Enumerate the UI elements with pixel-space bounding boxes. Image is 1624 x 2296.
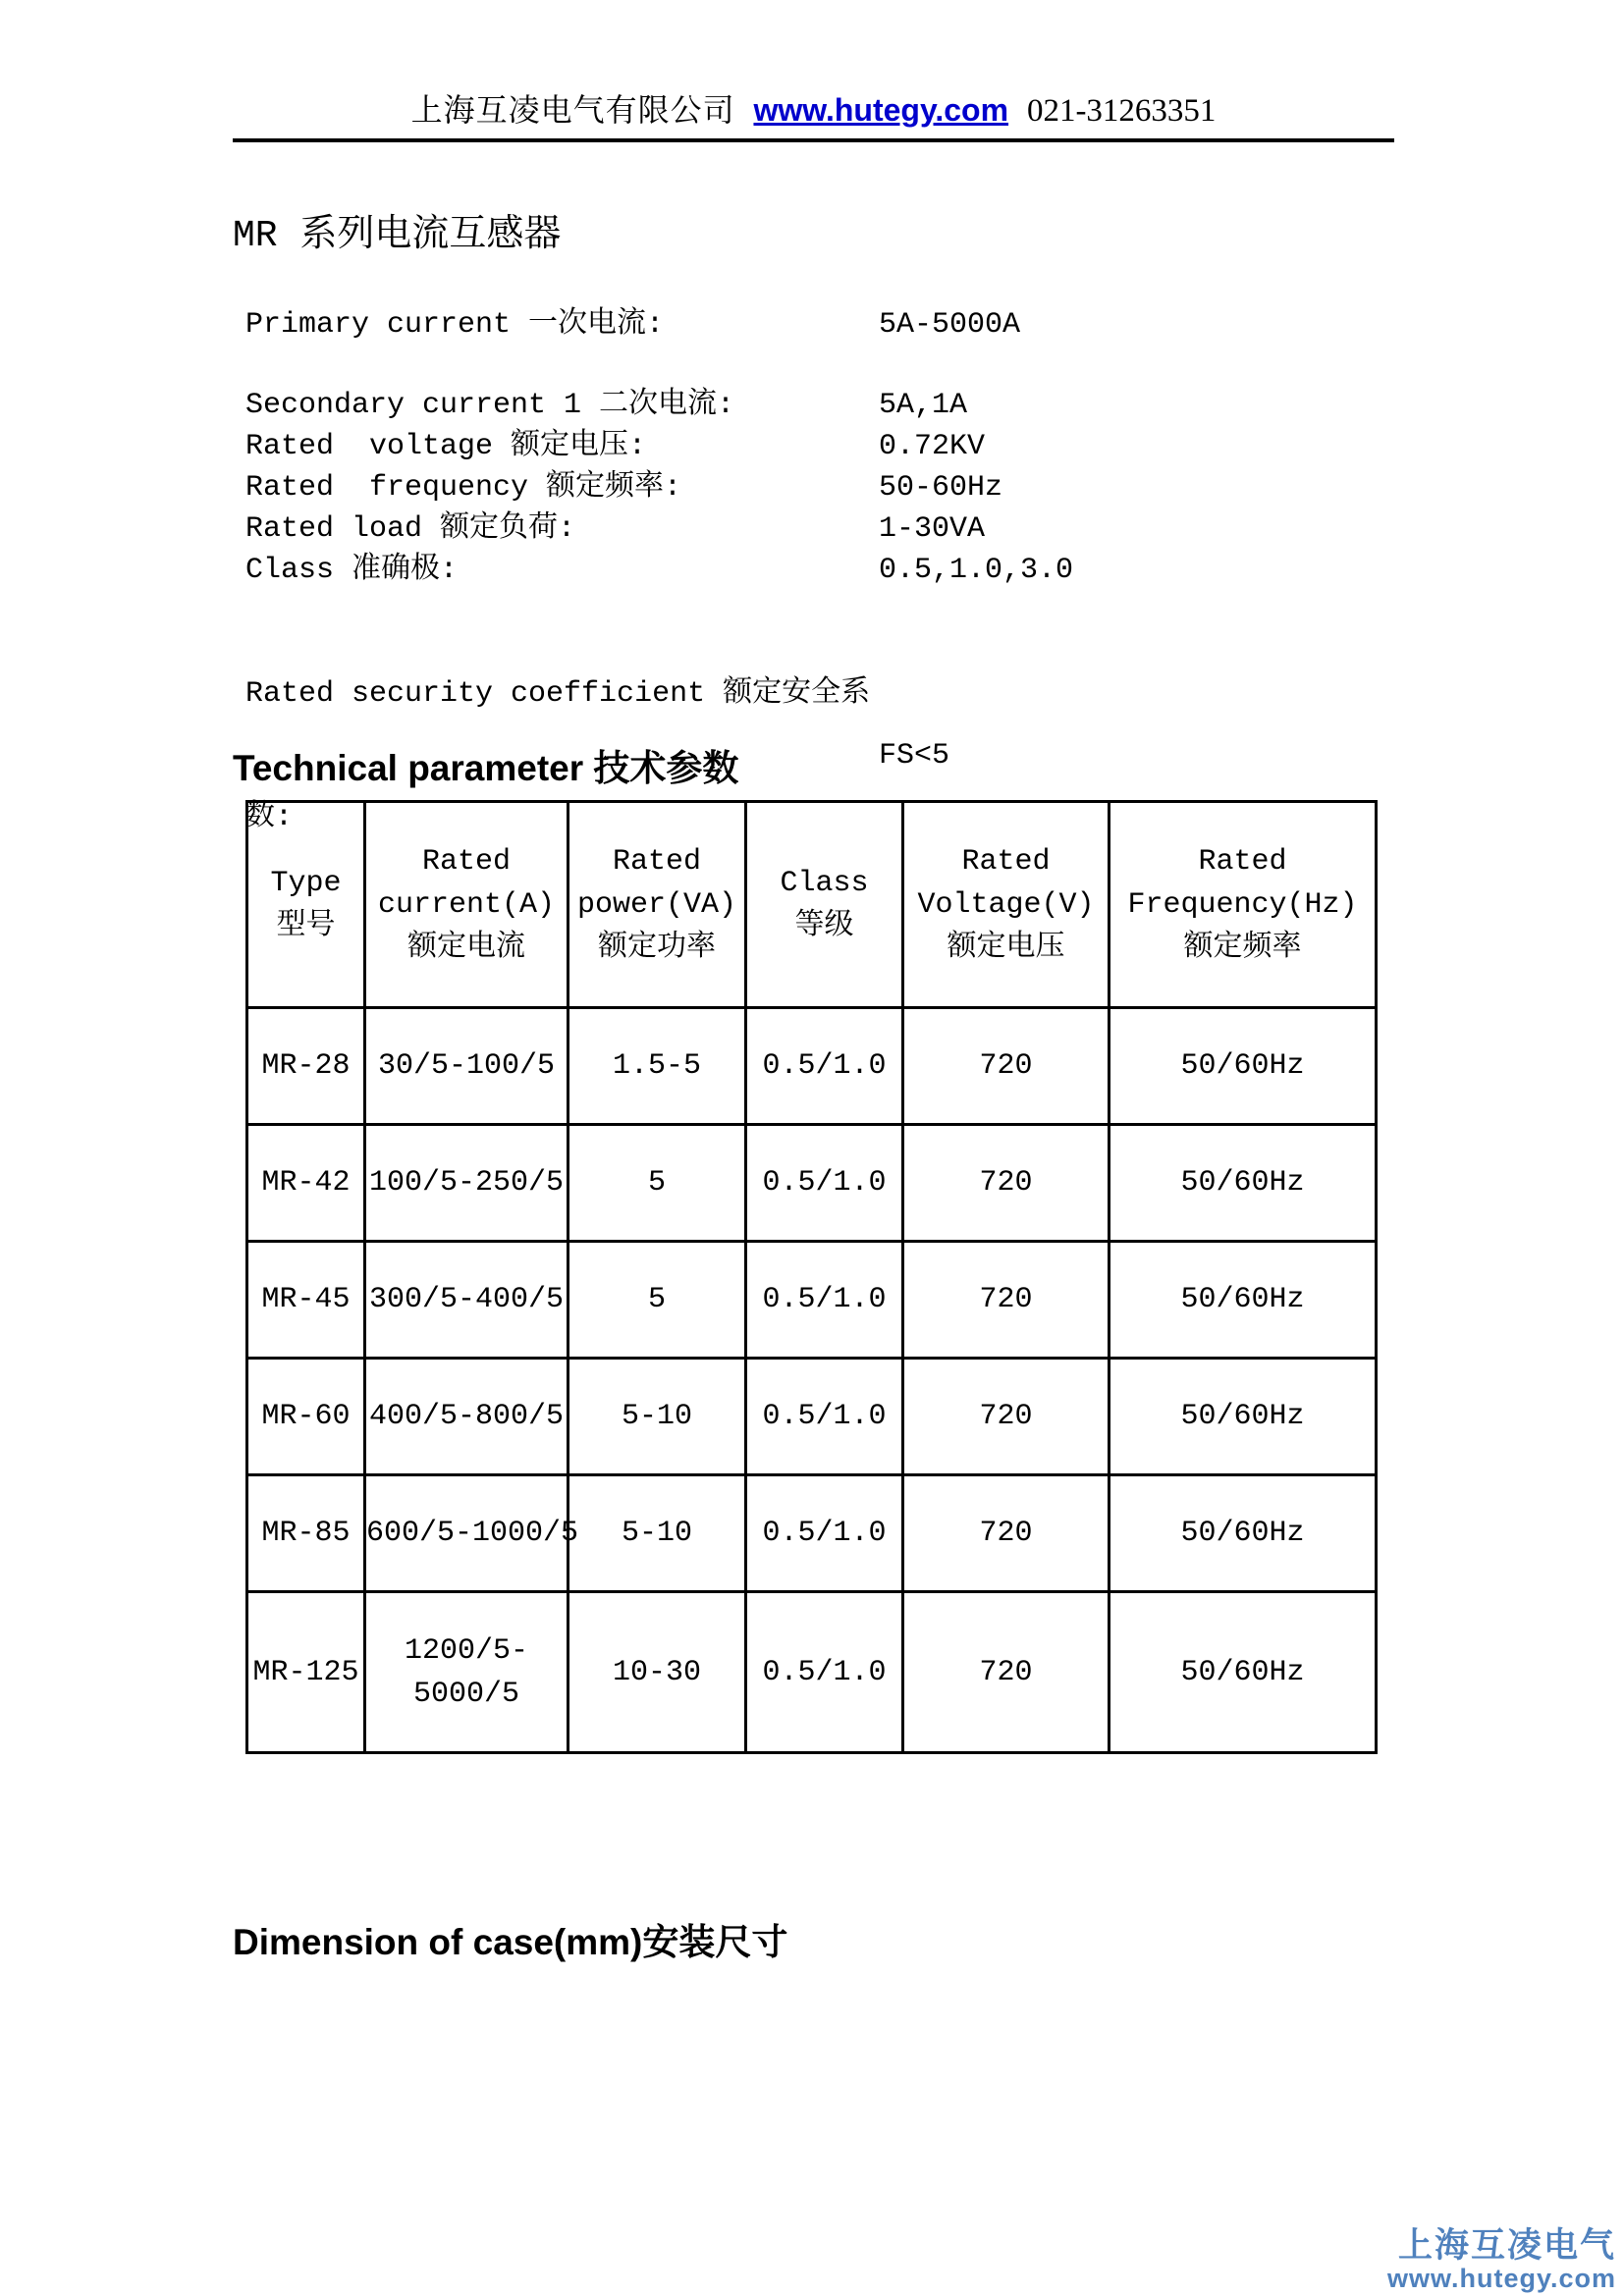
col-header-rated-voltage bbox=[903, 802, 1110, 1008]
spec-row-class bbox=[245, 550, 1384, 591]
col-header-line: Rated bbox=[421, 844, 511, 879]
cell-current: 300/5-400/5 bbox=[365, 1242, 568, 1359]
spec-value: FS<5 bbox=[879, 739, 950, 773]
spec-label-line2: 数: bbox=[245, 801, 294, 834]
col-header-rated-current bbox=[365, 802, 568, 1008]
logo-website-url: www.hutegy.com bbox=[1386, 2263, 1616, 2293]
table-row bbox=[247, 1592, 1377, 1753]
spec-value: 0.72KV bbox=[879, 430, 986, 463]
col-header-line: 等级 bbox=[794, 909, 854, 943]
spec-label: Primary current 一次电流: bbox=[245, 308, 665, 342]
col-header-line: Rated bbox=[961, 844, 1051, 879]
company-logo bbox=[1386, 2225, 1616, 2293]
cell-power: 5 bbox=[568, 1242, 746, 1359]
table-row bbox=[247, 1242, 1377, 1359]
technical-parameter-heading: Technical parameter 技术参数 bbox=[233, 748, 739, 788]
col-header-line: current(A) bbox=[377, 887, 556, 922]
cell-frequency: 50/60Hz bbox=[1110, 1359, 1377, 1475]
cell-frequency: 50/60Hz bbox=[1110, 1475, 1377, 1592]
cell-voltage: 720 bbox=[903, 1359, 1110, 1475]
col-header-line: Type bbox=[270, 866, 342, 900]
table-header-row bbox=[247, 802, 1377, 1008]
cell-power: 1.5-5 bbox=[568, 1008, 746, 1125]
cell-current: 100/5-250/5 bbox=[365, 1125, 568, 1242]
cell-frequency: 50/60Hz bbox=[1110, 1242, 1377, 1359]
cell-power: 5-10 bbox=[568, 1359, 746, 1475]
cell-power: 10-30 bbox=[568, 1592, 746, 1753]
cell-type: MR-60 bbox=[247, 1359, 365, 1475]
cell-power: 5-10 bbox=[568, 1475, 746, 1592]
col-header-line: 额定电压 bbox=[947, 931, 1065, 965]
spec-label-line1: Rated security coefficient 额定安全系 bbox=[245, 677, 871, 711]
col-header-class bbox=[746, 802, 903, 1008]
cell-type: MR-125 bbox=[247, 1592, 365, 1753]
col-header-line: 额定电流 bbox=[407, 931, 525, 965]
cell-current: 400/5-800/5 bbox=[365, 1359, 568, 1475]
cell-frequency: 50/60Hz bbox=[1110, 1008, 1377, 1125]
phone-number: 021-31263351 bbox=[1026, 93, 1217, 129]
spec-row-rated-frequency bbox=[245, 467, 1384, 508]
col-header-rated-power bbox=[568, 802, 746, 1008]
dimension-heading: Dimension of case(mm)安装尺寸 bbox=[233, 1922, 788, 1962]
spec-value: 5A-5000A bbox=[879, 308, 1021, 342]
col-header-line: 型号 bbox=[276, 909, 336, 943]
col-header-line: 额定功率 bbox=[598, 931, 716, 965]
col-header-line: Rated bbox=[1198, 844, 1287, 879]
technical-parameter-table bbox=[245, 800, 1378, 1754]
spec-label: Secondary current 1 二次电流: bbox=[245, 389, 735, 422]
company-name: 上海互凌电气有限公司 bbox=[410, 92, 735, 128]
cell-class: 0.5/1.0 bbox=[746, 1242, 903, 1359]
cell-voltage: 720 bbox=[903, 1592, 1110, 1753]
table-row bbox=[247, 1359, 1377, 1475]
cell-voltage: 720 bbox=[903, 1008, 1110, 1125]
col-header-type bbox=[247, 802, 365, 1008]
col-header-line: Rated bbox=[612, 844, 701, 879]
col-header-line: Voltage(V) bbox=[917, 887, 1095, 922]
spec-value: 50-60Hz bbox=[879, 471, 1003, 505]
page-title: MR 系列电流互感器 bbox=[233, 215, 562, 257]
cell-type: MR-28 bbox=[247, 1008, 365, 1125]
cell-frequency: 50/60Hz bbox=[1110, 1125, 1377, 1242]
col-header-line: power(VA) bbox=[576, 887, 737, 922]
cell-current: 30/5-100/5 bbox=[365, 1008, 568, 1125]
col-header-rated-frequency bbox=[1110, 802, 1377, 1008]
col-header-line: Frequency(Hz) bbox=[1127, 887, 1358, 922]
table-row bbox=[247, 1125, 1377, 1242]
cell-voltage: 720 bbox=[903, 1125, 1110, 1242]
spec-label: Rated voltage 额定电压: bbox=[245, 430, 647, 463]
spec-value: 1-30VA bbox=[879, 512, 986, 546]
page-header bbox=[233, 90, 1394, 142]
cell-class: 0.5/1.0 bbox=[746, 1475, 903, 1592]
cell-power: 5 bbox=[568, 1125, 746, 1242]
cell-frequency: 50/60Hz bbox=[1110, 1592, 1377, 1753]
cell-class: 0.5/1.0 bbox=[746, 1359, 903, 1475]
cell-class: 0.5/1.0 bbox=[746, 1125, 903, 1242]
cell-type: MR-42 bbox=[247, 1125, 365, 1242]
spec-label: Rated load 额定负荷: bbox=[245, 512, 576, 546]
cell-current: 600/5-1000/5 bbox=[365, 1475, 568, 1592]
spec-value: 5A,1A bbox=[879, 389, 968, 422]
spec-row-secondary-current bbox=[245, 385, 1384, 426]
spec-row-primary-current bbox=[245, 304, 1384, 346]
spec-row-rated-voltage bbox=[245, 426, 1384, 467]
spec-row-rated-load bbox=[245, 508, 1384, 550]
col-header-line: 额定频率 bbox=[1183, 931, 1302, 965]
cell-voltage: 720 bbox=[903, 1242, 1110, 1359]
logo-company-name: 上海互凌电气 bbox=[1397, 2225, 1616, 2265]
cell-voltage: 720 bbox=[903, 1475, 1110, 1592]
table-row bbox=[247, 1008, 1377, 1125]
website-link[interactable]: www.hutegy.com bbox=[753, 92, 1009, 128]
spec-label: Rated frequency 额定频率: bbox=[245, 471, 682, 505]
table-row bbox=[247, 1475, 1377, 1592]
cell-type: MR-45 bbox=[247, 1242, 365, 1359]
cell-class: 0.5/1.0 bbox=[746, 1008, 903, 1125]
cell-current: 1200/5-5000/5 bbox=[365, 1592, 568, 1753]
spec-label: Class 准确极: bbox=[245, 554, 459, 587]
cell-type: MR-85 bbox=[247, 1475, 365, 1592]
spec-value: 0.5,1.0,3.0 bbox=[879, 554, 1074, 587]
cell-class: 0.5/1.0 bbox=[746, 1592, 903, 1753]
col-header-line: Class bbox=[780, 866, 869, 900]
